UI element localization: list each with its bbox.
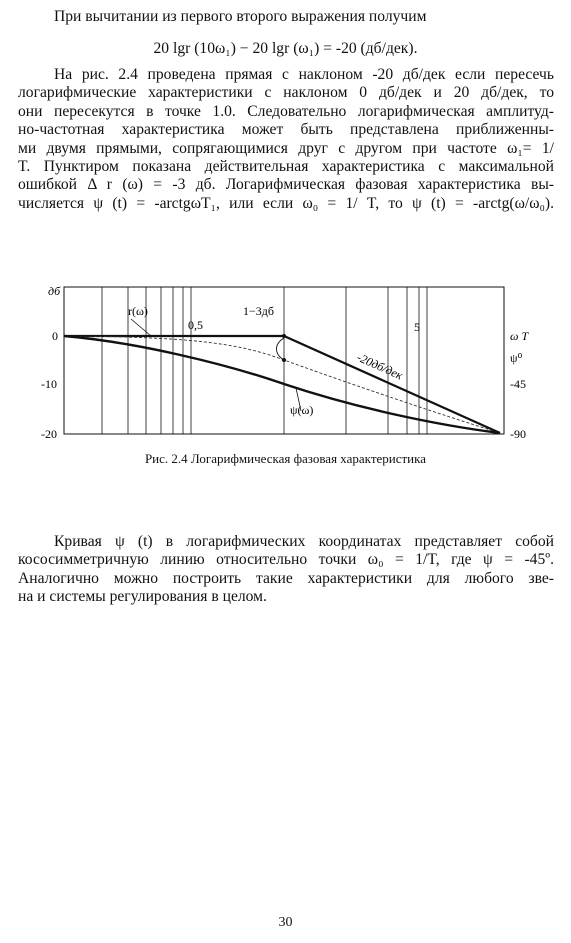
- text-line: Кривая ψ (t) в логарифмических координатах представляет собой: [54, 533, 554, 550]
- leader-r: [131, 319, 151, 336]
- text-line: числяется ψ (t) = -arctgωT₁, или если ω₀ = 1/ T, то ψ (t) = -arctg(ω/ω₀).: [18, 194, 554, 212]
- text-line: На рис. 2.4 проведена прямая с наклоном -20 дб/дек если пересечь: [54, 66, 554, 83]
- label-r-omega: r(ω): [128, 304, 148, 318]
- label-psi-omega: ψ(ω): [290, 403, 314, 417]
- paragraph-main: [18, 66, 554, 213]
- actual-point: [282, 358, 286, 362]
- label-5: 5: [414, 320, 420, 334]
- equation: 20 lgr (10ω₁) − 20 lgr (ω₁) = -20 (дб/дек).: [153, 40, 418, 57]
- text-line: логарифмические характеристики с наклоном 0 дб/дек и 20 дб/дек, то: [18, 84, 554, 102]
- phase-response-figure: [36, 282, 556, 444]
- text-line: но-частотная характеристика может быть представлена приближенны-: [18, 121, 554, 139]
- right-axis-title: ω T: [510, 329, 529, 343]
- text-line: кососимметричную линию относительно точки ω₀ = 1/T, где ψ = -45º.: [18, 551, 554, 569]
- text-line: на и системы регулирования в целом.: [18, 588, 267, 606]
- right-tick-45: -45: [510, 377, 526, 391]
- label-slope: -20дб/дек: [354, 349, 405, 383]
- text-line: ми двумя прямыми, сопрягающимися друг с другом при частоте ω₁= 1/: [18, 139, 554, 157]
- left-tick-20: -20: [41, 427, 57, 441]
- right-axis-title-psi: ψ⁰: [510, 351, 523, 365]
- paragraph-conclusion: [18, 533, 554, 607]
- right-tick-90: -90: [510, 427, 526, 441]
- figure-caption: Рис. 2.4 Логарифмическая фазовая характеристика: [144, 451, 427, 466]
- phase-curve: [64, 336, 500, 433]
- text-line: Аналогично можно построить такие характеристики для любого зве-: [18, 569, 554, 587]
- left-tick-0: 0: [52, 329, 58, 343]
- text-line: T. Пунктиром показана действительная характеристика с максимальной: [18, 158, 554, 176]
- text-line: ошибкой Δ r (ω) = -3 дб. Логарифмическая фазовая характеристика вы-: [18, 176, 554, 194]
- left-axis-title: дб: [48, 284, 61, 298]
- page-number: 30: [278, 915, 293, 930]
- error-bracket: [277, 338, 285, 360]
- left-tick-10: -10: [41, 377, 57, 391]
- label-0-5: 0,5: [188, 318, 203, 332]
- text-line: они пересекутся в точке 1.0. Следовательно логарифмическая амплитуд-: [18, 102, 554, 120]
- corner-point: [282, 334, 286, 338]
- label-error-3db: 1−3дб: [243, 304, 274, 318]
- text-line: При вычитании из первого второго выражения получим: [54, 8, 427, 25]
- paragraph-intro: [18, 8, 554, 26]
